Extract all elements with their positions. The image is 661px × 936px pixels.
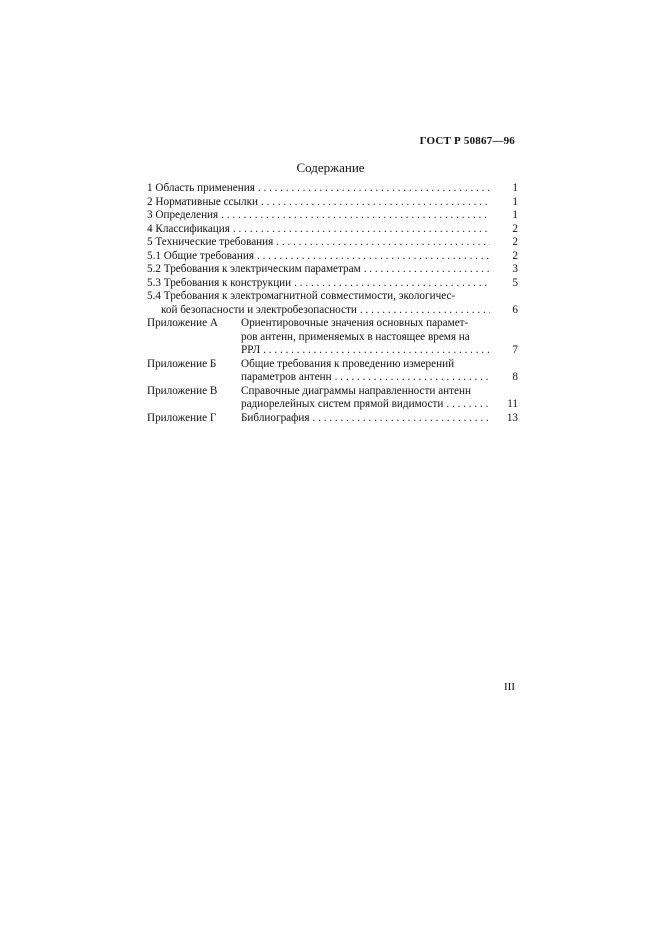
toc-page-number: 8 [512,371,518,383]
toc-entry-text: 5.3 Требования к конструкции [147,276,292,289]
toc-page-number: 1 [512,195,518,208]
toc-entry-text: 5.1 Общие требования [147,249,255,262]
dot-leader [255,182,490,196]
toc-page-number: 3 [512,263,518,275]
toc-entry-2[interactable] [147,196,518,210]
dot-leader [260,344,490,358]
toc-entry-3[interactable] [147,209,518,223]
toc-title: Содержание [296,160,365,175]
toc-page-number: 2 [512,249,518,262]
dot-leader [443,398,490,412]
toc-entry-text: 2 Нормативные ссылки [147,195,259,208]
appendix-title-line: Библиография [241,411,310,424]
appendix-title-line: радиорелейных систем прямой видимости [241,398,444,410]
toc-page-number: 6 [512,303,518,316]
toc-entry-text-line: кой безопасности и электробезопасности [161,303,357,316]
table-of-contents [147,182,518,425]
toc-page-number: 13 [506,411,518,424]
appendix-title-line: Общие требования к проведению измерений [241,357,455,370]
toc-entry-text: 3 Определения [147,209,219,221]
toc-entry-5-1[interactable] [147,250,518,264]
dot-leader [273,236,490,250]
toc-appendix-b[interactable] [147,358,518,385]
dot-leader [357,304,490,318]
dot-leader [218,209,490,223]
appendix-title-line: параметров антенн [241,371,332,383]
appendix-label: Приложение А [147,317,218,329]
dot-leader [332,371,490,385]
dot-leader [291,277,490,291]
toc-page-number: 11 [507,398,518,410]
toc-entry-text-line: 5.4 Требования к электромагнитной совместимости, экологичес- [147,290,456,302]
toc-entry-5-4[interactable] [147,290,518,317]
toc-page-number: 1 [512,182,518,194]
appendix-label: Приложение В [147,384,218,397]
toc-page-number: 5 [512,276,518,289]
page-number: III [504,681,515,693]
toc-appendix-g[interactable] [147,412,518,426]
dot-leader [254,250,490,264]
toc-entry-text: 4 Классификация [147,222,230,235]
dot-leader [230,223,490,237]
toc-entry-text: 5 Технические требования [147,236,274,248]
toc-page-number: 2 [512,222,518,235]
toc-page-number: 1 [512,209,518,221]
toc-entry-5-3[interactable] [147,277,518,291]
document-code: ГОСТ Р 50867—96 [419,135,515,147]
appendix-label: Приложение Г [147,411,217,424]
appendix-title-line: РРЛ [241,344,261,356]
dot-leader [310,412,490,426]
toc-entry-1[interactable] [147,182,518,196]
dot-leader [258,196,490,210]
toc-entry-text: 1 Область применения [147,182,255,194]
toc-entry-4[interactable] [147,223,518,237]
dot-leader [361,263,490,277]
toc-entry-5[interactable] [147,236,518,250]
toc-page-number: 2 [512,236,518,248]
toc-appendix-v[interactable] [147,385,518,412]
toc-entry-5-2[interactable] [147,263,518,277]
appendix-label: Приложение Б [147,357,217,370]
appendix-title-line: Ориентировочные значения основных парамет- [241,317,469,329]
appendix-title-line: ров антенн, применяемых в настоящее время на [241,330,470,343]
appendix-title-line: Справочные диаграммы направленности антенн [241,384,471,397]
toc-appendix-a[interactable] [147,317,518,358]
toc-page-number: 7 [512,344,518,356]
toc-entry-text: 5.2 Требования к электрическим параметрам [147,263,361,275]
